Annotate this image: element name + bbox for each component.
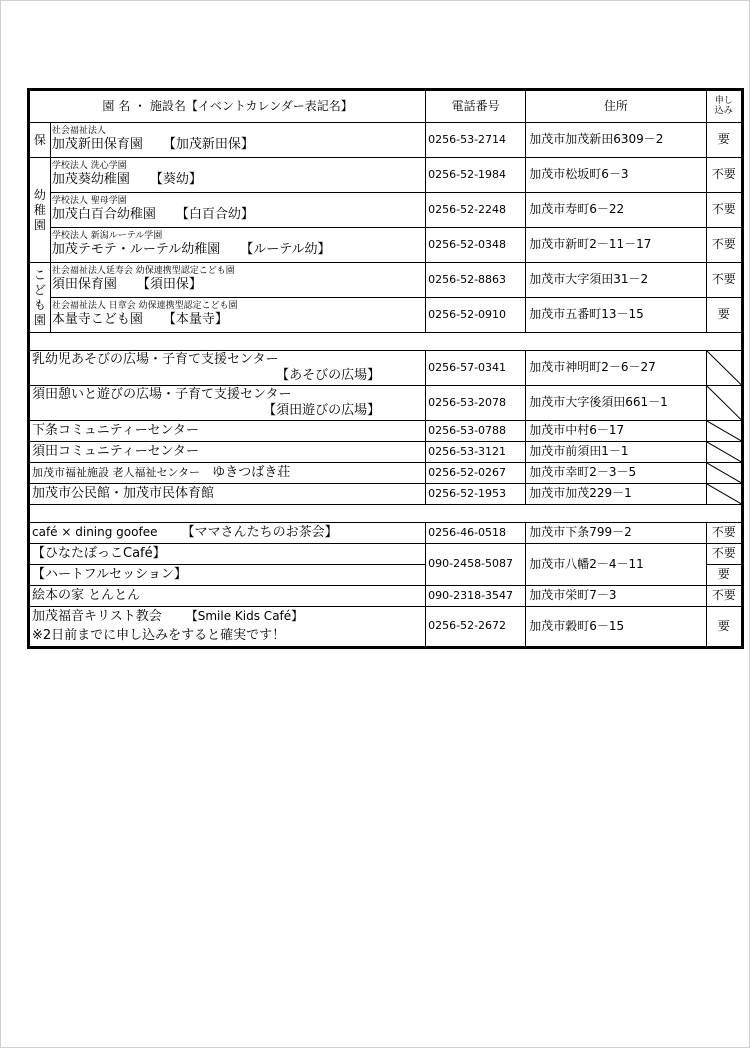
facility-tag: 【白百合幼】 bbox=[175, 207, 254, 223]
facility-name-text: 加茂新田保育園 bbox=[51, 137, 143, 153]
not-applicable-cell bbox=[706, 463, 741, 484]
table-row bbox=[30, 228, 742, 263]
header-name: 園 名 ・ 施設名【イベントカレンダー表記名】 bbox=[30, 91, 426, 123]
facility-tag: 【Smile Kids Café】 bbox=[185, 608, 304, 623]
facility-cell bbox=[30, 351, 426, 386]
application-required: 要 bbox=[706, 298, 741, 333]
facility-cell bbox=[30, 386, 426, 421]
category-youchien-label: 幼稚園 bbox=[33, 187, 46, 232]
facility-name-text: 本量寺こども園 bbox=[51, 312, 143, 328]
address: 加茂市幸町2－3－5 bbox=[526, 463, 706, 484]
facility-name-line bbox=[30, 608, 425, 627]
application-required: 不要 bbox=[706, 158, 741, 193]
table-row bbox=[30, 607, 742, 647]
facility-tag: 【葵幼】 bbox=[149, 172, 202, 188]
phone-number: 0256-52-0267 bbox=[426, 463, 526, 484]
address: 加茂市前須田1－1 bbox=[526, 442, 706, 463]
address: 加茂市中村6－17 bbox=[526, 421, 706, 442]
phone-number: 0256-53-2078 bbox=[426, 386, 526, 421]
facility-tag: 【本量寺】 bbox=[162, 312, 228, 328]
divider-cell bbox=[30, 505, 742, 523]
application-required: 要 bbox=[706, 607, 741, 647]
phone-number: 0256-57-0341 bbox=[426, 351, 526, 386]
table-header-row bbox=[30, 91, 742, 123]
facility-name: 乳幼児あそびの広場・子育て支援センター bbox=[32, 351, 279, 367]
phone-number: 090-2318-3547 bbox=[426, 586, 526, 607]
facility-name-text: 加茂テモテ・ルーテル幼稚園 bbox=[51, 242, 221, 258]
org-name: 社会福祉法人 bbox=[51, 126, 106, 137]
facility-name: 絵本の家 とんとん bbox=[30, 586, 426, 607]
phone-number: 0256-46-0518 bbox=[426, 523, 526, 544]
address: 加茂市栄町7－3 bbox=[526, 586, 706, 607]
table-row bbox=[30, 442, 742, 463]
phone-number: 0256-52-1953 bbox=[426, 484, 526, 505]
facility-name: 下条コミュニティーセンター bbox=[30, 421, 426, 442]
application-required: 不要 bbox=[706, 263, 741, 298]
facility-cell bbox=[50, 263, 425, 298]
not-applicable-cell bbox=[706, 386, 741, 421]
address: 加茂市加茂229－1 bbox=[526, 484, 706, 505]
section-divider bbox=[30, 505, 742, 523]
not-applicable-cell bbox=[706, 442, 741, 463]
phone-number: 090-2458-5087 bbox=[426, 544, 526, 586]
facility-cell bbox=[50, 193, 425, 228]
not-applicable-cell bbox=[706, 484, 741, 505]
facility-cell bbox=[50, 158, 425, 193]
category-kodomoen bbox=[30, 263, 51, 333]
facility-name: 須田憩いと遊びの広場・子育て支援センター bbox=[32, 386, 292, 402]
facility-name: 【ハートフルセッション】 bbox=[30, 565, 426, 586]
category-youchien bbox=[30, 158, 51, 263]
table-row bbox=[30, 586, 742, 607]
address: 加茂市大字須田31－2 bbox=[526, 263, 706, 298]
phone-number: 0256-52-0348 bbox=[426, 228, 526, 263]
facility-name: café × dining goofee bbox=[32, 524, 158, 539]
facility-cell bbox=[30, 463, 426, 484]
facility-name: 【ひなたぼっこCafé】 bbox=[30, 544, 426, 565]
address: 加茂市寿町6－22 bbox=[526, 193, 706, 228]
table-row bbox=[30, 544, 742, 565]
org-name: 加茂市福祉施設 老人福祉センター bbox=[32, 465, 201, 479]
table-row bbox=[30, 523, 742, 544]
facility-name: 加茂市公民館・加茂市民体育館 bbox=[30, 484, 426, 505]
facility-name-text: 加茂葵幼稚園 bbox=[51, 172, 130, 188]
facility-name bbox=[51, 207, 425, 223]
table-row bbox=[30, 263, 742, 298]
facility-cell bbox=[50, 298, 425, 333]
phone-number: 0256-53-3121 bbox=[426, 442, 526, 463]
application-required: 要 bbox=[706, 123, 741, 158]
category-kodomoen-label: こども園 bbox=[33, 267, 46, 327]
facility-name: ゆきつばき荘 bbox=[212, 464, 291, 480]
org-name: 社会福祉法人延寿会 幼保連携型認定こども園 bbox=[51, 266, 235, 277]
facility-table bbox=[29, 90, 742, 647]
header-application-line2: 込み bbox=[714, 105, 733, 116]
application-required: 不要 bbox=[706, 193, 741, 228]
address: 加茂市加茂新田6309－2 bbox=[526, 123, 706, 158]
section-divider bbox=[30, 333, 742, 351]
org-name: 学校法人 聖母学園 bbox=[51, 196, 127, 207]
facility-name-text: 須田保育園 bbox=[51, 277, 117, 293]
table-row bbox=[30, 123, 742, 158]
phone-number: 0256-52-0910 bbox=[426, 298, 526, 333]
header-tel: 電話番号 bbox=[426, 91, 526, 123]
application-required: 不要 bbox=[706, 544, 741, 565]
diagonal-line-icon bbox=[707, 484, 741, 504]
facility-name bbox=[51, 242, 425, 258]
facility-cell bbox=[30, 523, 426, 544]
facility-name bbox=[51, 312, 425, 328]
table-row bbox=[30, 193, 742, 228]
address: 加茂市五番町13－15 bbox=[526, 298, 706, 333]
table-row bbox=[30, 421, 742, 442]
facility-tag: 【あそびの広場】 bbox=[276, 368, 381, 383]
not-applicable-cell bbox=[706, 351, 741, 386]
application-required: 要 bbox=[706, 565, 741, 586]
facility-tag: 【加茂新田保】 bbox=[162, 137, 254, 153]
facility-name-text: 加茂白百合幼稚園 bbox=[51, 207, 156, 223]
facility-name bbox=[51, 277, 425, 293]
table-row bbox=[30, 484, 742, 505]
table-row bbox=[30, 158, 742, 193]
facility-cell bbox=[50, 228, 425, 263]
diagonal-line-icon bbox=[707, 386, 741, 420]
facility-tag: 【ルーテル幼】 bbox=[240, 242, 331, 258]
header-application bbox=[706, 91, 741, 123]
application-required: 不要 bbox=[706, 586, 741, 607]
diagonal-line-icon bbox=[707, 421, 741, 441]
application-note: ※2日前までに申し込みをすると確実です！ bbox=[32, 627, 286, 643]
org-name: 学校法人 洗心学園 bbox=[51, 161, 127, 172]
address: 加茂市穀町6－15 bbox=[526, 607, 706, 647]
facility-tag: 【ママさんたちのお茶会】 bbox=[181, 524, 338, 540]
header-address: 住所 bbox=[526, 91, 706, 123]
facility-name: 須田コミュニティーセンター bbox=[30, 442, 426, 463]
application-required: 不要 bbox=[706, 228, 741, 263]
facility-name bbox=[51, 172, 425, 188]
facility-name bbox=[51, 137, 425, 153]
not-applicable-cell bbox=[706, 421, 741, 442]
address: 加茂市神明町2－6－27 bbox=[526, 351, 706, 386]
address: 加茂市下条799－2 bbox=[526, 523, 706, 544]
table-row bbox=[30, 386, 742, 421]
phone-number: 0256-52-8863 bbox=[426, 263, 526, 298]
phone-number: 0256-52-2248 bbox=[426, 193, 526, 228]
facility-table-wrapper bbox=[29, 90, 742, 647]
table-row bbox=[30, 463, 742, 484]
facility-cell bbox=[50, 123, 425, 158]
org-name: 社会福祉法人 日章会 幼保連携型認定こども園 bbox=[51, 301, 238, 312]
application-required: 不要 bbox=[706, 523, 741, 544]
address: 加茂市大字後須田661－1 bbox=[526, 386, 706, 421]
diagonal-line-icon bbox=[707, 442, 741, 462]
divider-cell bbox=[30, 333, 742, 351]
address: 加茂市八幡2－4－11 bbox=[526, 544, 706, 586]
address: 加茂市松坂町6－3 bbox=[526, 158, 706, 193]
phone-number: 0256-52-2672 bbox=[426, 607, 526, 647]
phone-number: 0256-53-2714 bbox=[426, 123, 526, 158]
facility-name: 加茂福音キリスト教会 bbox=[32, 608, 162, 624]
category-hoiku: 保 bbox=[30, 123, 51, 158]
org-name: 学校法人 新潟ルーテル学園 bbox=[51, 231, 163, 242]
header-application-line1: 申し bbox=[714, 96, 733, 107]
diagonal-line-icon bbox=[707, 463, 741, 483]
table-row bbox=[30, 298, 742, 333]
facility-tag: 【須田保】 bbox=[136, 277, 202, 293]
phone-number: 0256-53-0788 bbox=[426, 421, 526, 442]
table-row bbox=[30, 351, 742, 386]
facility-cell bbox=[30, 607, 426, 647]
address: 加茂市新町2－11－17 bbox=[526, 228, 706, 263]
phone-number: 0256-52-1984 bbox=[426, 158, 526, 193]
diagonal-line-icon bbox=[707, 351, 741, 385]
facility-tag: 【須田遊びの広場】 bbox=[263, 403, 381, 418]
